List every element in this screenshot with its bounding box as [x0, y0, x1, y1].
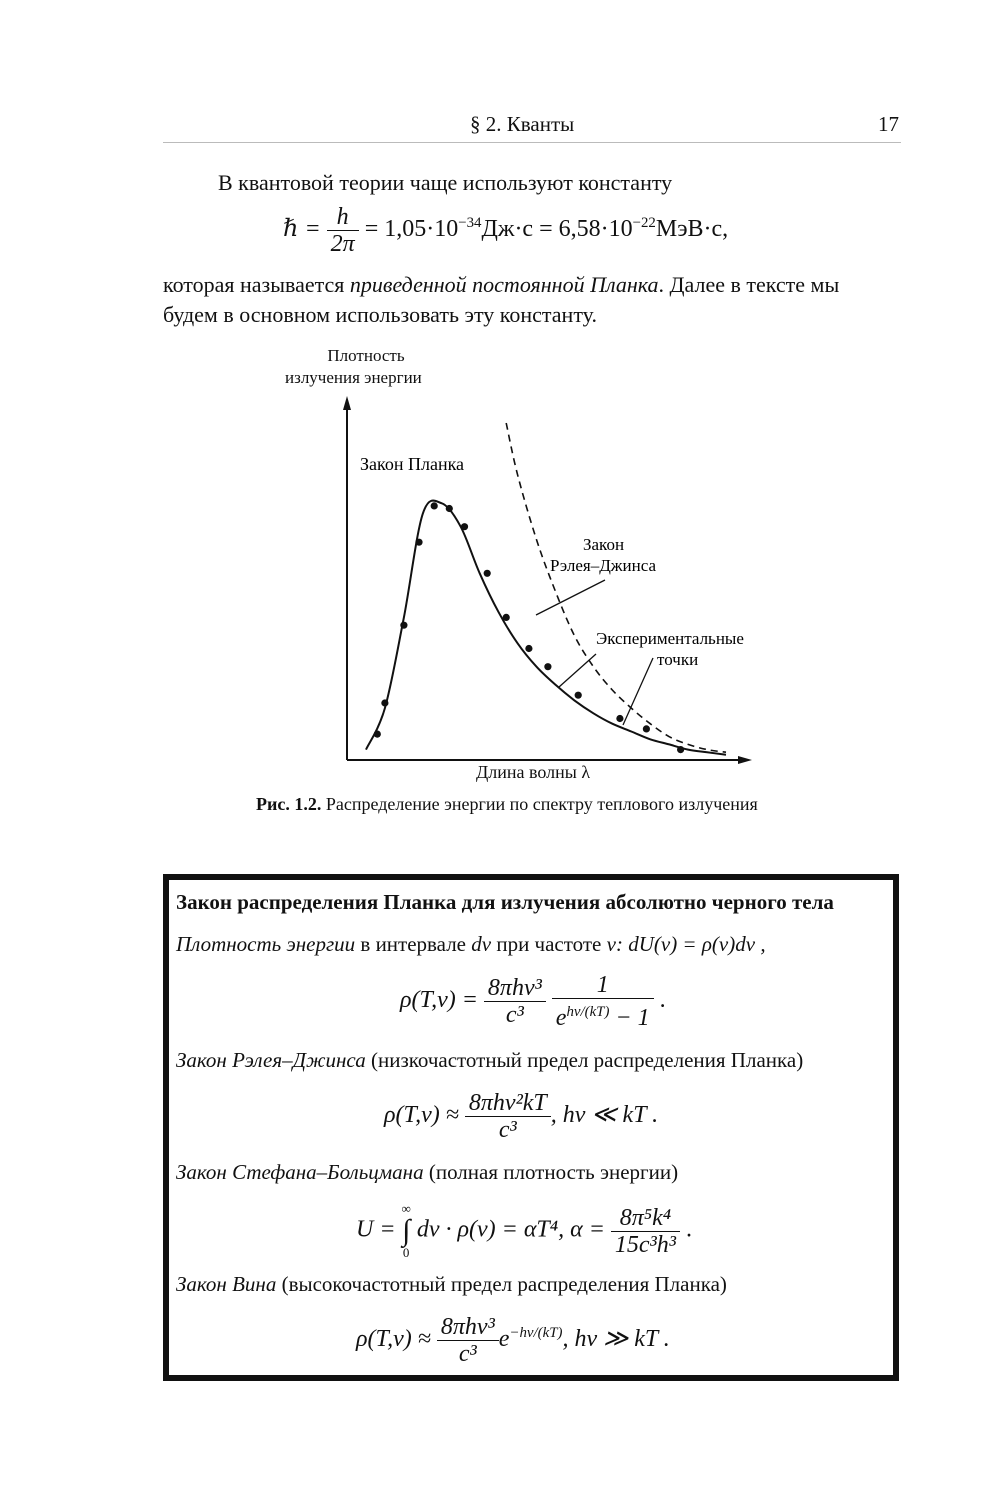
rj-formula: [384, 1090, 658, 1143]
figure-ylabel: [316, 346, 416, 366]
label-rj-line2: Рэлея–Джинса: [550, 556, 657, 575]
experimental-point: [503, 614, 510, 621]
page-number: 17: [878, 112, 899, 136]
f4-cond: , hν ≫ kT .: [562, 1326, 670, 1353]
experimental-point: [415, 539, 422, 546]
label-rj-line1: Закон: [583, 535, 625, 554]
f1-frac1: [484, 975, 546, 1028]
experimental-point: [575, 692, 582, 699]
experimental-point: [461, 523, 468, 530]
para2-term: приведенной постоянной Планка: [349, 272, 659, 297]
box-line1: [176, 930, 766, 958]
ylabel-line2: излучения энергии: [285, 368, 422, 387]
f4-num: 8πhν³: [437, 1314, 499, 1341]
experimental-point: [544, 663, 551, 670]
f4-exp: −hν/(kT): [509, 1325, 563, 1342]
planck-chart: [330, 390, 760, 790]
header-rule: [163, 142, 901, 143]
y-axis-arrow: [343, 396, 351, 410]
f3-body: dν · ρ(ν) = αT⁴, α =: [416, 1216, 605, 1243]
box-l1-text2: при частоте: [491, 932, 607, 956]
f2-cond: , hν ≪ kT .: [550, 1102, 659, 1129]
box-l1-dv: dν: [471, 932, 492, 956]
hbar-exp1: −34: [458, 215, 482, 232]
f4-exp-base: e: [498, 1326, 510, 1353]
box-l4-text: (высокочастотный предел распределения Планка): [276, 1272, 727, 1296]
stefan-boltzmann-formula: [356, 1202, 692, 1260]
rj-pointer: [536, 580, 605, 615]
box-l3-term: Закон Стефана–Больцмана: [176, 1160, 424, 1184]
hbar-frac-num: h: [327, 204, 359, 231]
f3-den: 15c³h³: [614, 1231, 676, 1258]
box-l4-term: Закон Вина: [176, 1272, 277, 1296]
exp-pointer-2: [559, 654, 596, 687]
experimental-points: [374, 502, 685, 753]
para2-line2: будем в основном использовать эту константу.: [163, 302, 597, 327]
para2-post: . Далее в тексте мы: [658, 272, 840, 297]
f1-tail: .: [653, 987, 666, 1014]
f1-den1: c³: [505, 1002, 524, 1028]
hbar-unit1: Дж·с = 6,58·10: [481, 216, 633, 243]
f1-lhs: ρ(T,ν) =: [400, 987, 478, 1014]
experimental-point: [525, 645, 532, 652]
intro-sentence: В квантовой теории чаще используют константу: [218, 170, 673, 195]
box-l2-text: (низкочастотный предел распределения Планка): [365, 1048, 804, 1072]
f4-frac: [437, 1314, 499, 1367]
experimental-point: [616, 715, 623, 722]
hbar-fraction: [327, 204, 359, 257]
box-line2: [176, 1046, 803, 1074]
box-line3: [176, 1158, 678, 1186]
experimental-point: [381, 699, 388, 706]
wien-formula: [356, 1314, 670, 1367]
f1-num2: 1: [552, 972, 654, 999]
f1-num1: 8πhν³: [484, 975, 546, 1002]
f3-int-bot: 0: [402, 1245, 410, 1260]
label-exp-line2: точки: [657, 650, 699, 669]
box-line4: [176, 1270, 727, 1298]
box-l1-nu: ν: [606, 932, 616, 956]
f4-den: c³: [458, 1341, 477, 1367]
f3-lhs: U =: [356, 1216, 402, 1243]
figure-caption: [256, 794, 758, 815]
f2-num: 8πhν²kT: [465, 1090, 551, 1117]
experimental-point: [484, 570, 491, 577]
box-l1-eq: : dU(ν) = ρ(ν)dν ,: [615, 932, 766, 956]
box-l2-term: Закон Рэлея–Джинса: [176, 1048, 366, 1072]
experimental-point: [643, 725, 650, 732]
x-axis-arrow: [738, 756, 752, 764]
f2-den: c³: [498, 1117, 517, 1143]
f2-frac: [465, 1090, 551, 1143]
planck-curve: [366, 501, 726, 755]
f1-frac2: [552, 972, 654, 1031]
hbar-lhs: ℏ =: [283, 216, 321, 243]
hbar-value1: = 1,05·10: [364, 216, 459, 243]
hbar-exp2: −22: [632, 215, 656, 232]
f3-tail: .: [679, 1216, 692, 1243]
f4-lhs: ρ(T,ν) ≈: [356, 1326, 431, 1353]
f3-num: 8π⁵k⁴: [611, 1205, 680, 1232]
hbar-unit2: МэВ·с,: [655, 216, 729, 243]
f3-frac: [611, 1205, 680, 1258]
f2-lhs: ρ(T,ν) ≈: [384, 1102, 459, 1129]
caption-text: Распределение энергии по спектру теплового излучения: [321, 794, 758, 814]
label-exp-line1: Экспериментальные: [596, 629, 744, 648]
paragraph-reduced-planck: [163, 270, 903, 300]
f1-den2-exp: hν/(kT): [566, 1004, 610, 1020]
box-l1-text: в интервале: [355, 932, 472, 956]
caption-label: Рис. 1.2.: [256, 794, 322, 814]
f3-integral: [402, 1202, 411, 1260]
rayleigh-jeans-curve: [506, 423, 726, 752]
box-l1-term: Плотность энергии: [176, 932, 356, 956]
experimental-point: [400, 622, 407, 629]
experimental-point: [677, 746, 684, 753]
f3-int: ∫: [402, 1214, 411, 1247]
ylabel-line1: Плотность: [327, 346, 405, 365]
f1-den2-tail: − 1: [609, 1005, 650, 1031]
hbar-formula: [283, 204, 728, 257]
planck-formula: [400, 972, 666, 1031]
experimental-point: [446, 505, 453, 512]
figure-xlabel: Длина волны λ: [476, 762, 591, 782]
experimental-point: [431, 502, 438, 509]
f1-den2: e: [555, 1005, 567, 1031]
para2-pre: которая называется: [163, 272, 350, 297]
f3-int-top: ∞: [401, 1201, 411, 1216]
label-planck: Закон Планка: [360, 454, 465, 474]
box-title: Закон распределения Планка для излучения абсолютно черного тела: [176, 890, 834, 914]
running-header-title: § 2. Кванты: [470, 112, 575, 136]
experimental-point: [374, 731, 381, 738]
box-l3-text: (полная плотность энергии): [423, 1160, 679, 1184]
hbar-frac-den: 2π: [330, 231, 355, 257]
